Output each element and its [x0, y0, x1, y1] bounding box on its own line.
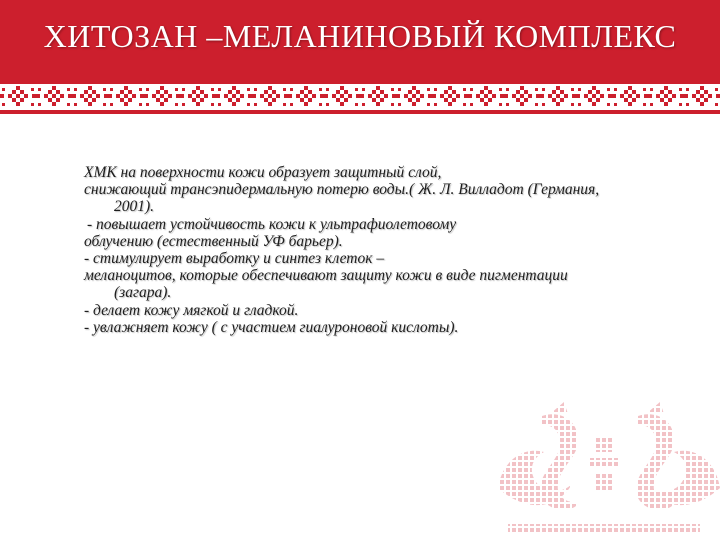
body-line: ХМК на поверхности кожи образует защитный слой, [84, 164, 442, 181]
body-line: - увлажняет кожу ( с участием гиалуроновой кислоты). [84, 318, 459, 336]
body-line: - стимулирует выработку и синтез клеток – [84, 250, 385, 268]
body-line: меланоцитов, которые обеспечивают защиту кожи в виде пигментации (загара). [84, 267, 568, 302]
slide-title: ХИТОЗАН –МЕЛАНИНОВЫЙ КОМПЛЕКС [43, 18, 677, 54]
embroidery-band [0, 80, 720, 114]
body-line: снижающий трансэпидермальную потерю воды.( Ж. Л. Вилладот (Германия, 2001). [84, 181, 600, 216]
body-line: облучению (естественный УФ барьер). [84, 232, 343, 250]
body-line: - делает кожу мягкой и гладкой. [84, 301, 299, 319]
body-line: - повышает устойчивость кожи к ультрафиолетовому [87, 215, 457, 233]
swan-ornament-icon [488, 396, 720, 540]
slide-body [84, 164, 604, 336]
header-bar [0, 0, 720, 80]
